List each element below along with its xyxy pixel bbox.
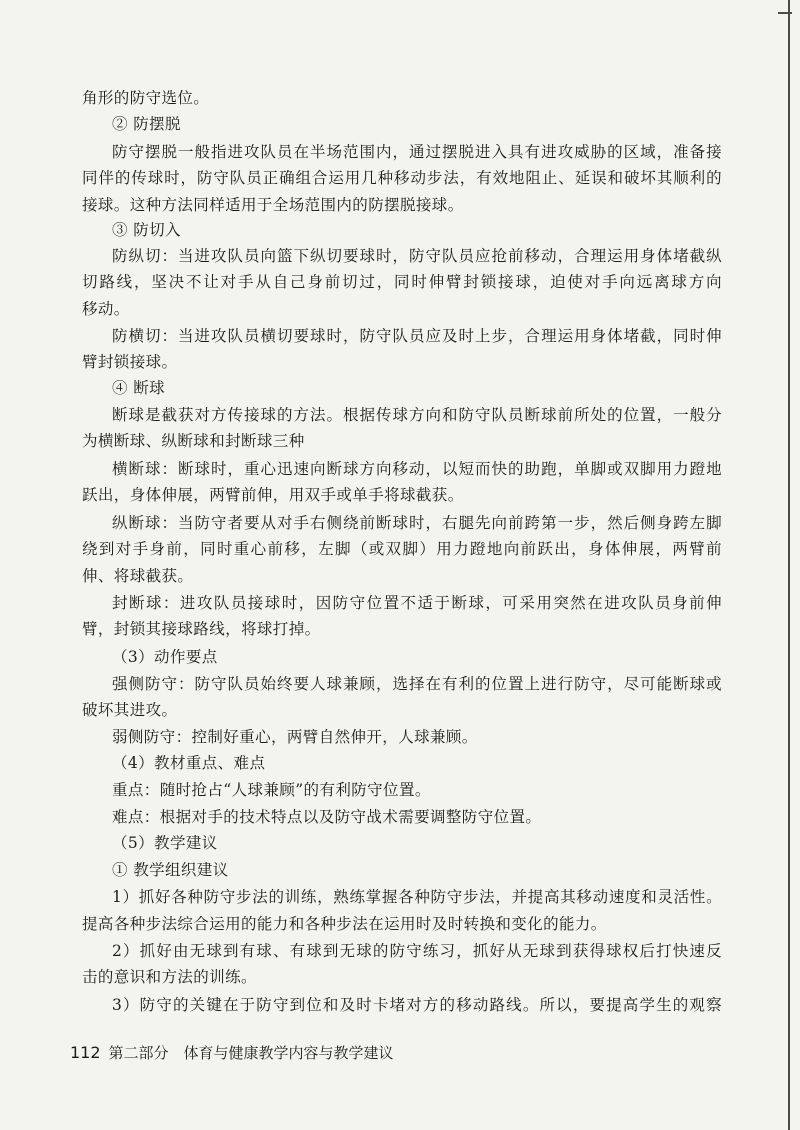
running-footer-title: 第二部分 体育与健康教学内容与教学建议 <box>108 1044 394 1062</box>
page-number: 112 <box>70 1043 101 1062</box>
text-line: 防横切：当进攻队员横切要球时，防守队员应及时上步，合理运用身体堵截，同时伸 <box>112 327 722 345</box>
text-line: 防守摆脱一般指进攻队员在半场范围内，通过摆脱进入具有进攻威胁的区域，准备接 <box>112 143 722 161</box>
subheading-organization: ① 教学组织建议 <box>112 861 229 879</box>
subheading-anti-cut: ③ 防切入 <box>112 221 181 239</box>
text-line: 接球。这种方法同样适用于全场范围内的防摆脱接球。 <box>82 196 464 214</box>
text-line: 同伴的传球时，防守队员正确组合运用几种移动步法，有效地阻止、延误和破坏其顺利的 <box>82 169 722 187</box>
text-line: 1）抓好各种防守步法的训练，熟练掌握各种防守步法，并提高其移动速度和灵活性。 <box>112 888 722 906</box>
text-line: 移动。 <box>82 300 130 318</box>
text-line: 强侧防守：防守队员始终要人球兼顾，选择在有利的位置上进行防守，尽可能断球或 <box>112 675 722 693</box>
section-heading-focus: （4）教材重点、难点 <box>112 754 266 772</box>
text-line: 切路线，坚决不让对手从自己身前切过，同时伸臂封锁接球，迫使对手向远离球方向 <box>82 273 722 291</box>
text-line: 重点：随时抢占“人球兼顾”的有利防守位置。 <box>112 781 431 799</box>
text-line: 提高各种步法综合运用的能力和各种步法在运用时及时转换和变化的能力。 <box>82 915 607 933</box>
subheading-steal: ④ 断球 <box>112 379 166 397</box>
text-line: 角形的防守选位。 <box>82 89 210 107</box>
page-footer <box>70 1043 394 1063</box>
text-line: 臂，封锁其接球路线，将球打掉。 <box>82 620 321 638</box>
text-line: 难点：根据对手的技术特点以及防守战术需要调整防守位置。 <box>112 808 542 826</box>
text-line: 横断球：断球时，重心迅速向断球方向移动，以短而快的助跑，单脚或双脚用力蹬地 <box>112 460 722 478</box>
text-line: 断球是截获对方传接球的方法。根据传球方向和防守队员断球前所处的位置，一般分 <box>112 406 722 424</box>
text-line: 3）防守的关键在于防守到位和及时卡堵对方的移动路线。所以，要提高学生的观察 <box>112 996 722 1014</box>
section-heading-key-points: （3）动作要点 <box>112 648 218 666</box>
binding-edge <box>788 0 790 1130</box>
section-heading-teaching-advice: （5）教学建议 <box>112 834 218 852</box>
text-line: 破坏其进攻。 <box>82 701 178 719</box>
text-line: 击的意识和方法的训练。 <box>82 968 257 986</box>
text-line: 臂封锁接球。 <box>82 353 178 371</box>
text-line: 封断球：进攻队员接球时，因防守位置不适于断球，可采用突然在进攻队员身前伸 <box>112 594 722 612</box>
subheading-anti-shake-off: ② 防摆脱 <box>112 115 181 133</box>
text-line: 弱侧防守：控制好重心，两臂自然伸开，人球兼顾。 <box>112 728 478 746</box>
text-line: 纵断球：当防守者要从对手右侧绕前断球时，右腿先向前跨第一步，然后侧身跨左脚 <box>112 514 722 532</box>
binding-edge-mark <box>778 12 792 14</box>
text-line: 绕到对手身前，同时重心前移，左脚（或双脚）用力蹬地向前跃出，身体伸展，两臂前 <box>82 540 722 558</box>
text-line: 为横断球、纵断球和封断球三种 <box>82 432 305 450</box>
text-line: 跃出，身体伸展，两臂前伸，用双手或单手将球截获。 <box>82 486 464 504</box>
text-line: 2）抓好由无球到有球、有球到无球的防守练习，抓好从无球到获得球权后打快速反 <box>112 942 722 960</box>
text-line: 伸、将球截获。 <box>82 567 194 585</box>
text-line: 防纵切：当进攻队员向篮下纵切要球时，防守队员应抢前移动，合理运用身体堵截纵 <box>112 247 722 265</box>
